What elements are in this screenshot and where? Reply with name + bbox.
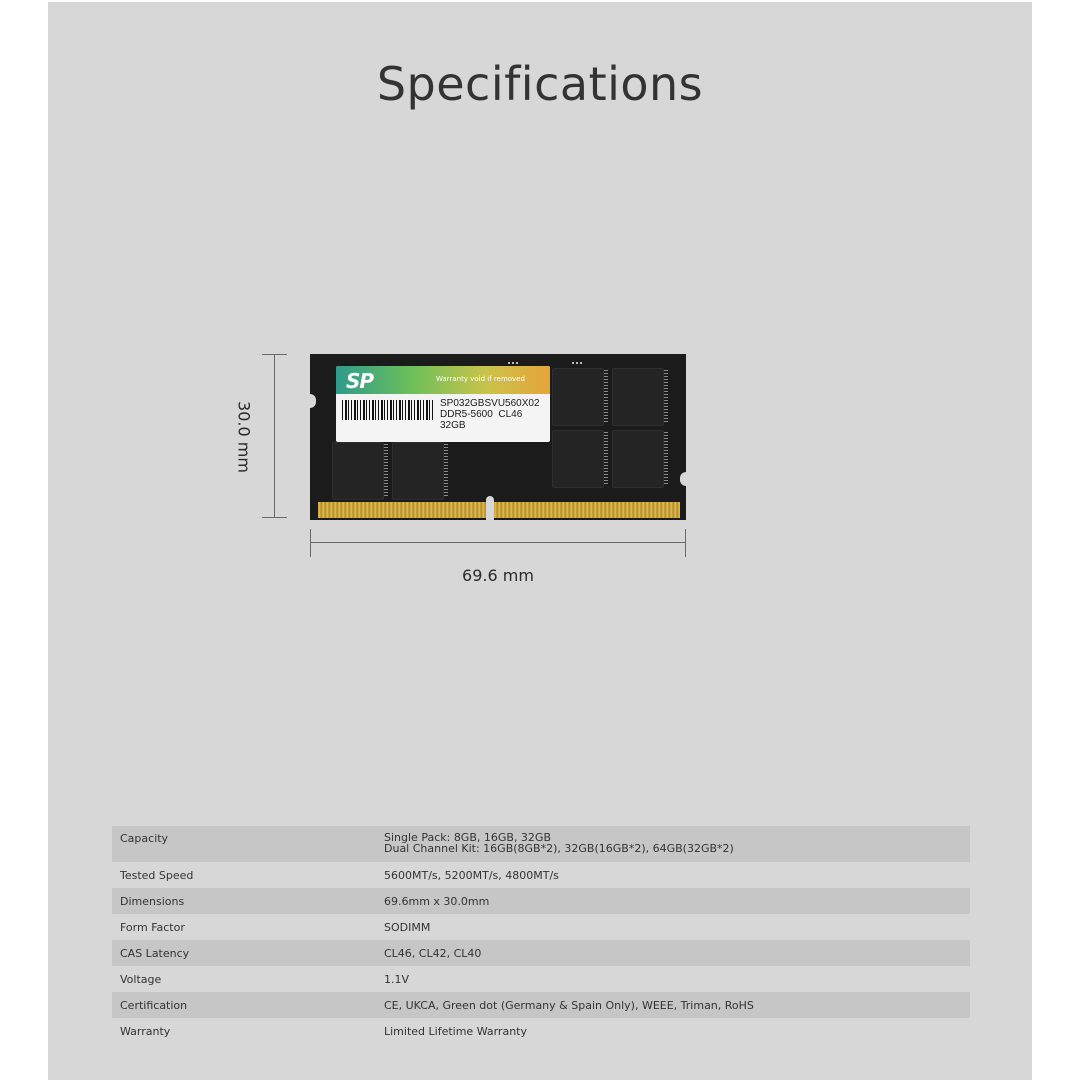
spec-value — [384, 832, 970, 854]
gold-contacts — [318, 502, 680, 518]
memory-chip — [332, 442, 384, 500]
ram-solder-dot — [572, 362, 574, 364]
spec-key: Certification — [120, 998, 188, 1012]
height-dimension-cap-top — [262, 354, 287, 355]
chip-pins — [444, 444, 448, 496]
spec-key: Voltage — [120, 972, 162, 986]
spec-value: 5600MT/s, 5200MT/s, 4800MT/s — [384, 868, 559, 882]
label-speed: DDR5-5600 CL46 — [440, 409, 523, 420]
table-row-certification — [112, 992, 970, 1018]
table-row-warranty — [112, 1018, 970, 1044]
table-row-cas-latency — [112, 940, 970, 966]
memory-chip — [392, 442, 444, 500]
spec-value-line: Single Pack: 8GB, 16GB, 32GB — [384, 831, 552, 844]
memory-chip — [552, 430, 604, 488]
width-dimension-cap-right — [685, 529, 686, 557]
width-dimension-line — [310, 542, 685, 543]
memory-chip — [612, 430, 664, 488]
spec-value-line: Dual Channel Kit: 16GB(8GB*2), 32GB(16GB*2), 64GB(32GB*2) — [384, 842, 734, 855]
spec-value: SODIMM — [384, 920, 431, 934]
page-title: Specifications — [376, 57, 704, 111]
ram-label-sticker — [336, 366, 550, 442]
ram-module-image — [310, 354, 686, 520]
label-capacity: 32GB — [440, 420, 466, 431]
width-dimension-cap-left — [310, 529, 311, 557]
label-text-block — [440, 398, 540, 431]
memory-chip — [612, 368, 664, 426]
label-part-number: SP032GBSVU560X02 — [440, 398, 540, 409]
chip-pins — [384, 444, 388, 496]
height-dimension-label: 30.0 mm — [234, 401, 254, 473]
spec-value: 1.1V — [384, 972, 410, 986]
ram-solder-dot — [576, 362, 578, 364]
ram-solder-dot — [512, 362, 514, 364]
ram-solder-dot — [516, 362, 518, 364]
ram-key-notch — [486, 496, 494, 520]
height-dimension-cap-bottom — [262, 517, 287, 518]
sp-logo: SP — [346, 369, 374, 393]
spec-key: Form Factor — [120, 920, 185, 934]
chip-pins — [664, 432, 668, 484]
table-row-tested-speed — [112, 862, 970, 888]
barcode-icon — [342, 400, 434, 420]
spec-table — [112, 826, 970, 1044]
warranty-void-text: Warranty void if removed — [436, 375, 525, 383]
chip-pins — [604, 432, 608, 484]
chip-pins — [664, 370, 668, 422]
spec-key: Dimensions — [120, 894, 185, 908]
memory-chip — [552, 368, 604, 426]
ram-solder-dot — [580, 362, 582, 364]
table-row-capacity — [112, 826, 970, 862]
height-dimension-line — [274, 354, 275, 518]
spec-key: Capacity — [120, 832, 169, 845]
spec-value: 69.6mm x 30.0mm — [384, 894, 490, 908]
table-row-form-factor — [112, 914, 970, 940]
width-dimension-label: 69.6 mm — [462, 566, 534, 585]
spec-value: CL46, CL42, CL40 — [384, 946, 482, 960]
table-row-dimensions — [112, 888, 970, 914]
ram-side-notch-right — [680, 472, 686, 486]
spec-key: Warranty — [120, 1024, 171, 1038]
chip-pins — [604, 370, 608, 422]
spec-key: CAS Latency — [120, 946, 190, 960]
spec-value: Limited Lifetime Warranty — [384, 1024, 527, 1038]
ram-solder-dot — [508, 362, 510, 364]
spec-key: Tested Speed — [120, 868, 194, 882]
spec-value: CE, UKCA, Green dot (Germany & Spain Only), WEEE, Triman, RoHS — [384, 998, 754, 1012]
table-row-voltage — [112, 966, 970, 992]
